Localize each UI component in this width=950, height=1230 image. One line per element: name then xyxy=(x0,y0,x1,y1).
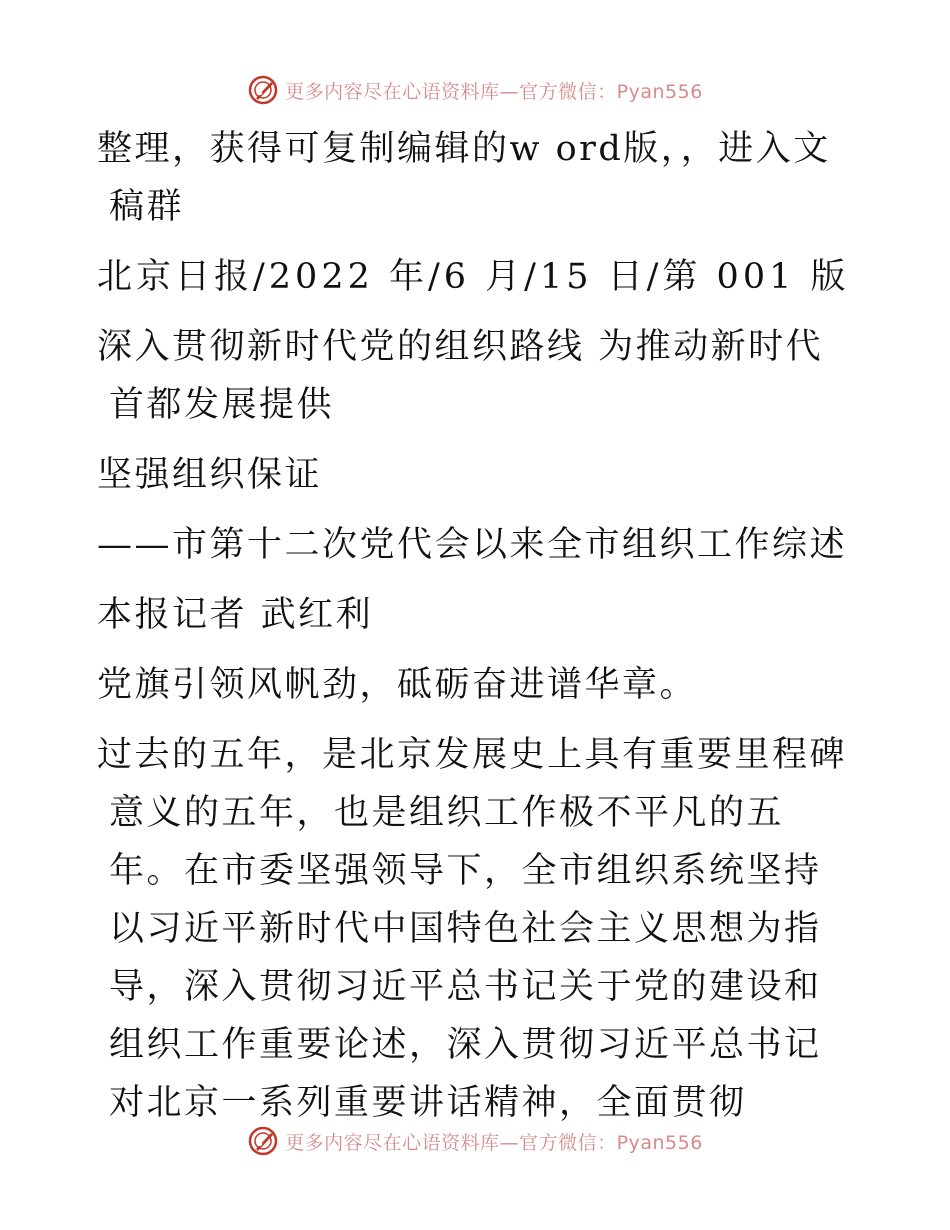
paragraph-body: 过去的五年，是北京发展史上具有重要里程碑意义的五年，也是组织工作极不平凡的五年。在市委坚强领导下，全市组织系统坚持以习近平新时代中国特色社会主义思想为指导，深入贯彻习近平总书记关于党的建设和组织工作重要论述，深入贯彻习近平总书记对北京一系列重要讲话精神，全面贯彻 xyxy=(97,735,848,1123)
watermark-text: 更多内容尽在心语资料库—官方微信：Pyan556 xyxy=(285,80,703,103)
article-subtitle: ——市第十二次党代会以来全市组织工作综述 xyxy=(97,525,848,565)
article-title: 深入贯彻新时代党的组织路线 为推动新时代首都发展提供 xyxy=(97,327,824,425)
pen-logo-icon xyxy=(247,74,279,106)
pen-logo-icon xyxy=(247,1125,279,1157)
watermark-footer xyxy=(0,1121,950,1161)
article-byline: 本报记者 武红利 xyxy=(97,595,374,635)
document-body xyxy=(97,120,857,1132)
paragraph-source: 北京日报/2022 年/6 月/15 日/第 001 版 xyxy=(97,257,850,297)
paragraph-intro: 整理，获得可复制编辑的w ord版，，进入文稿群 xyxy=(97,129,831,227)
watermark-text: 更多内容尽在心语资料库—官方微信：Pyan556 xyxy=(285,1131,703,1154)
article-title-continued: 坚强组织保证 xyxy=(97,455,323,495)
paragraph-lead: 党旗引领风帆劲，砥砺奋进谱华章。 xyxy=(97,665,698,705)
watermark-header xyxy=(0,70,950,110)
